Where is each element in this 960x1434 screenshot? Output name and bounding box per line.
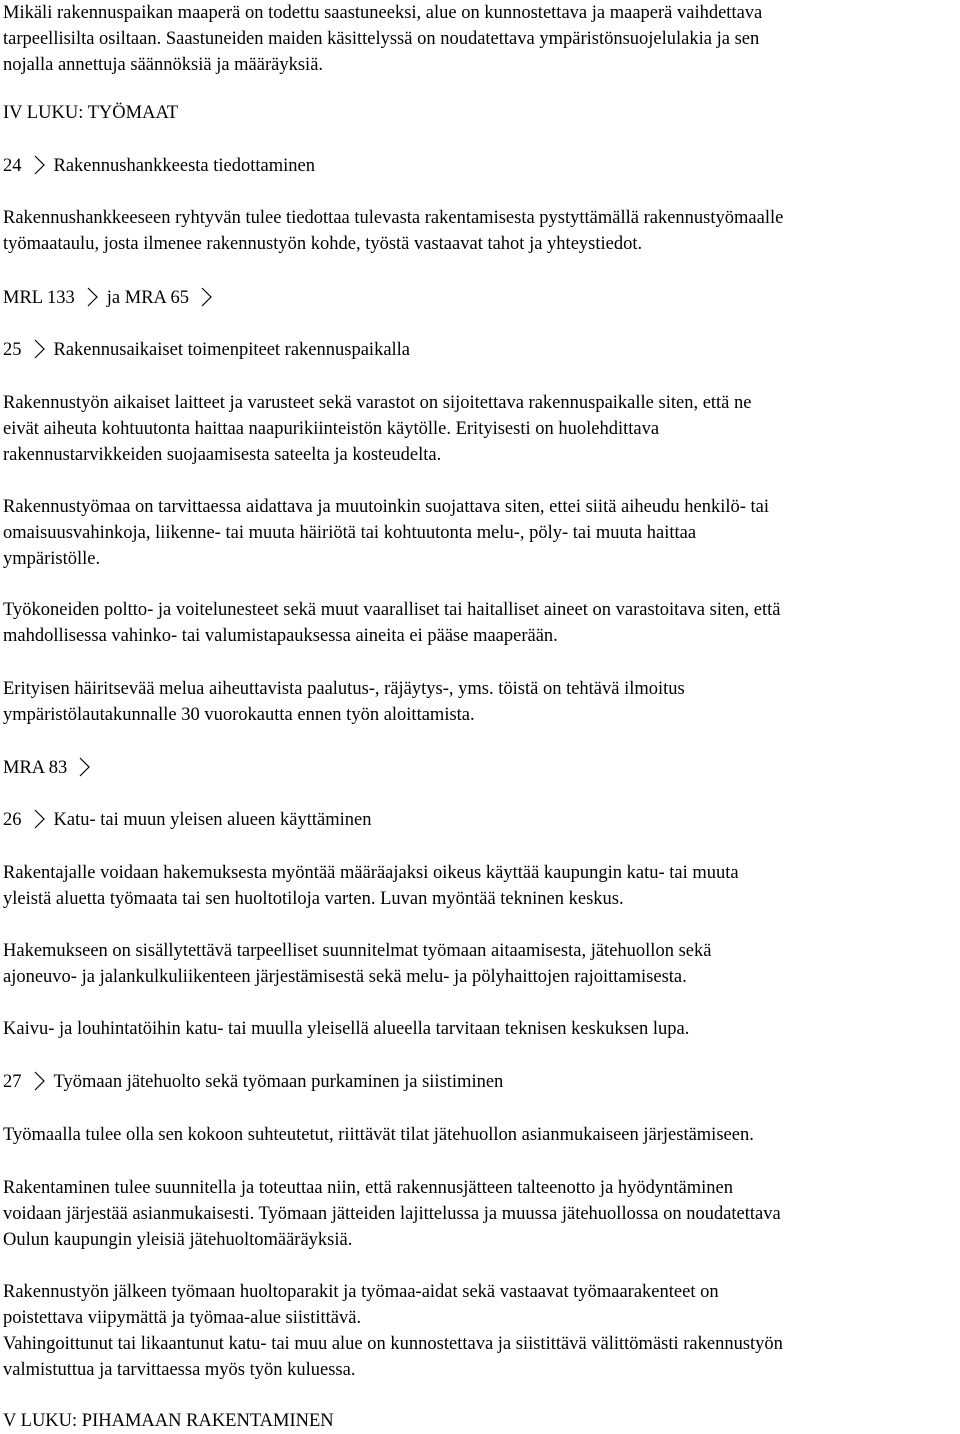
text-line: ajoneuvo- ja jalankulkuliikenteen järjestämisestä sekä melu- ja pölyhaittojen rajoittamisesta. [3,967,687,987]
paragraph-26c [3,1016,957,1042]
text-line: rakennustarvikkeiden suojaamisesta sateelta ja kosteudelta. [3,445,442,465]
text-line: Rakentaminen tulee suunnitella ja toteuttaa niin, että rakennusjätteen talteenotto ja hyödyntäminen [3,1178,734,1198]
reference-text: MRA 83 [3,758,68,778]
section-title: Katu- tai muun yleisen alueen käyttäminen [53,810,372,830]
paragraph-26b [3,938,957,990]
paragraph-25a [3,390,957,468]
text-line: ympäristölle. [3,549,101,569]
text-line: Työkoneiden poltto- ja voitelunesteet sekä muut vaaralliset tai haitalliset aineet on varastoitava siten, että [3,600,781,620]
text-line: Rakentajalle voidaan hakemuksesta myöntää määräajaksi oikeus käyttää kaupungin katu- tai muuta [3,863,739,883]
section-sign-icon [28,1070,50,1092]
paragraph-25b [3,494,957,572]
text-line: mahdollisessa vahinko- tai valumistapauksessa aineita ei pääse maaperään. [3,626,558,646]
paragraph-27b [3,1175,957,1253]
paragraph-27a [3,1122,957,1148]
section-sign-icon [81,286,103,308]
text-line: Oulun kaupungin yleisiä jätehuoltomääräyksiä. [3,1230,353,1250]
text-line: nojalla annettuja säännöksiä ja määräyksiä. [3,55,324,75]
reference-text: MRL 133 [3,288,75,308]
text-line: Hakemukseen on sisällytettävä tarpeelliset suunnitelmat työmaan aitaamisesta, jätehuollon sekä [3,941,712,961]
chapter-heading [3,100,957,126]
text-line: poistettava viipymättä ja työmaa-alue siistittävä. [3,1308,362,1328]
section-sign-icon [73,756,95,778]
section-number: 26 [3,810,22,830]
text-line: Rakennustyön aikaiset laitteet ja varusteet sekä varastot on sijoitettava rakennuspaikalle siten, että ne [3,393,752,413]
text-line: Työmaalla tulee olla sen kokoon suhteutetut, riittävät tilat jätehuollon asianmukaiseen järjestämiseen. [3,1125,754,1145]
text-line: eivät aiheuta kohtuutonta haittaa naapurikiinteistön käytölle. Erityisesti on huolehdittava [3,419,660,439]
text-line: Rakennustyön jälkeen työmaan huoltoparakit ja työmaa-aidat sekä vastaavat työmaarakenteet on [3,1282,719,1302]
section-sign-icon [28,808,50,830]
text-line: ympäristölautakunnalle 30 vuorokautta ennen työn aloittamista. [3,705,475,725]
text-line: tarpeellisilta osiltaan. Saastuneiden maiden käsittelyssä on noudatettava ympäristönsuojelulakia ja sen [3,29,760,49]
text-line: omaisuusvahinkoja, liikenne- tai muuta häiriötä tai kohtuutonta melu-, pöly- tai muuta haittaa [3,523,697,543]
section-number: 24 [3,156,22,176]
section-heading-27 [3,1069,957,1095]
section-heading-26 [3,807,957,833]
paragraph-intro [3,0,957,78]
section-title: Rakennusaikaiset toimenpiteet rakennuspaikalla [53,340,411,360]
section-sign-icon [28,338,50,360]
paragraph-25c [3,597,957,649]
section-sign-icon [195,286,217,308]
chapter-heading [3,1408,957,1434]
chapter-title: IV LUKU: TYÖMAAT [3,103,179,123]
section-heading-24 [3,153,957,179]
section-number: 25 [3,340,22,360]
paragraph-25d [3,676,957,728]
section-number: 27 [3,1072,22,1092]
paragraph-24a [3,205,957,257]
section-heading-25 [3,337,957,363]
text-line: valmistuttua ja tarvittaessa myös työn kuluessa. [3,1360,356,1380]
paragraph-27c [3,1279,957,1383]
section-title: Työmaan jätehuolto sekä työmaan purkaminen ja siistiminen [53,1072,504,1092]
reference-text: ja MRA 65 [106,288,190,308]
paragraph-26a [3,860,957,912]
text-line: Rakennustyömaa on tarvittaessa aidattava ja muutoinkin suojattava siten, ettei siitä aiheudu henkilö- tai [3,497,769,517]
text-line: Erityisen häiritsevää melua aiheuttavista paalutus-, räjäytys-, yms. töistä on tehtävä ilmoitus [3,679,685,699]
text-line: työmaataulu, josta ilmenee rakennustyön kohde, työstä vastaavat tahot ja yhteystiedot. [3,234,643,254]
text-line: yleistä aluetta työmaata tai sen huoltotiloja varten. Luvan myöntää tekninen keskus. [3,889,624,909]
section-sign-icon [28,154,50,176]
text-line: voidaan järjestää asianmukaisesti. Työmaan jätteiden lajittelussa ja muussa jätehuollossa on noudatettava [3,1204,781,1224]
reference-line-2 [3,755,957,781]
chapter-title: V LUKU: PIHAMAAN RAKENTAMINEN [3,1411,334,1431]
text-line: Mikäli rakennuspaikan maaperä on todettu saastuneeksi, alue on kunnostettava ja maaperä vaihdettava [3,3,763,23]
text-line: Vahingoittunut tai likaantunut katu- tai muu alue on kunnostettava ja siistittävä välittömästi rakennustyön [3,1334,783,1354]
text-line: Rakennushankkeeseen ryhtyvän tulee tiedottaa tulevasta rakentamisesta pystyttämällä rakennustyömaalle [3,208,784,228]
text-line: Kaivu- ja louhintatöihin katu- tai muulla yleisellä alueella tarvitaan teknisen keskuksen lupa. [3,1019,690,1039]
section-title: Rakennushankkeesta tiedottaminen [53,156,315,176]
reference-line-1 [3,285,957,311]
